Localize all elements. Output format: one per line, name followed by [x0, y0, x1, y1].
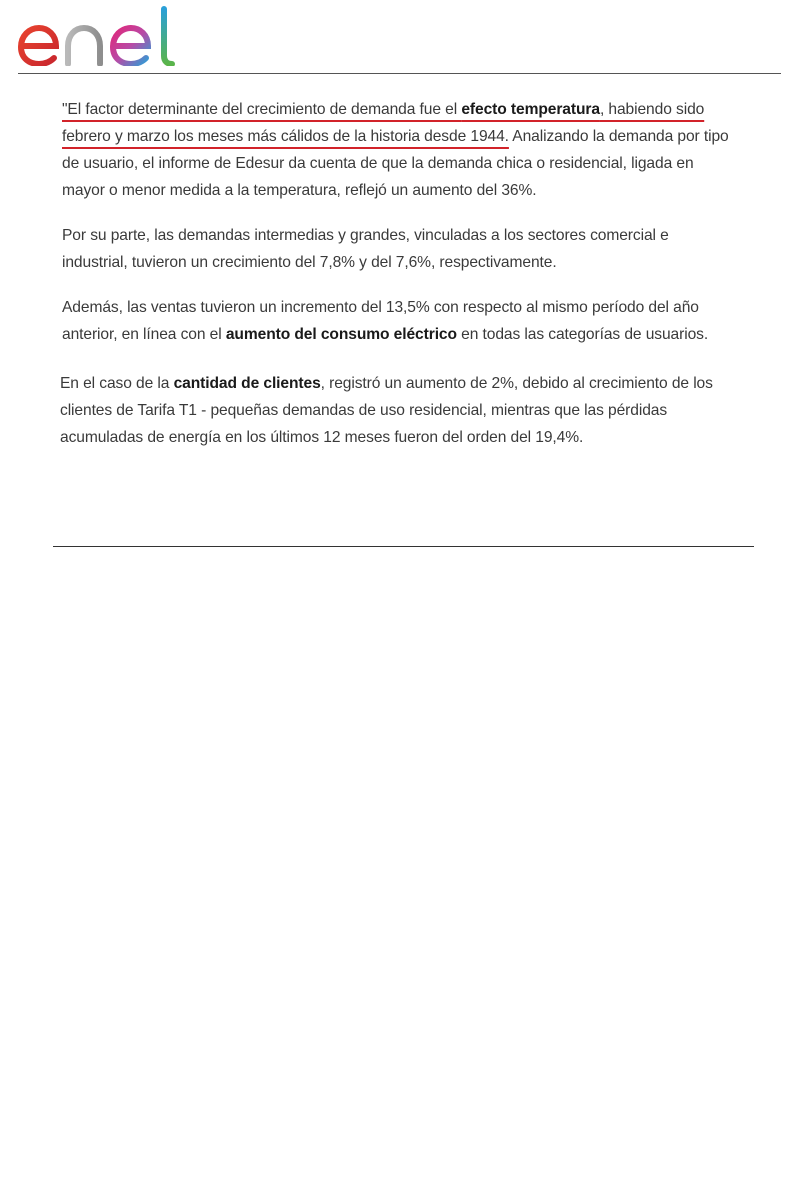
enel-logo: [18, 6, 180, 66]
article-body: [62, 96, 732, 469]
paragraph-demand-temperature: "El factor determinante del crecimiento de demanda fue el efecto temperatura, habiendo sido febrero y marzo los meses más cálidos de la historia desde 1944. Analizando la demanda por tipo de usuario, el informe de Edesur da cuenta de que la demanda chica o residencial, ligada en mayor o menor medida a la temperatura, reflejó un aumento del 36%.: [62, 101, 729, 199]
footer-divider: [53, 546, 754, 547]
paragraph-clients: En el caso de la cantidad de clientes, registró un aumento de 2%, debido al crecimiento de los clientes de Tarifa T1 - pequeñas demandas de uso residencial, mientras que las pérdidas acumuladas de energía en los últimos 12 meses fueron del orden del 19,4%.: [60, 375, 713, 446]
paragraph-sales: Además, las ventas tuvieron un incremento del 13,5% con respecto al mismo período del año anterior, en línea con el aumento del consumo eléctrico en todas las categorías de usuarios.: [62, 299, 709, 343]
highlighted-quote: "El factor determinante del crecimiento de demanda fue el efecto temperatura, habiendo sido febrero y marzo los meses más cálidos de la historia desde 1944.: [62, 101, 705, 145]
header-divider: [18, 73, 781, 74]
paragraph-intermediate-demand: Por su parte, las demandas intermedias y grandes, vinculadas a los sectores comercial e industrial, tuvieron un crecimiento del 7,8% y del 7,6%, respectivamente.: [62, 227, 669, 271]
bold-consumption: aumento del consumo eléctrico: [225, 326, 457, 343]
bold-clients: cantidad de clientes: [173, 375, 321, 392]
